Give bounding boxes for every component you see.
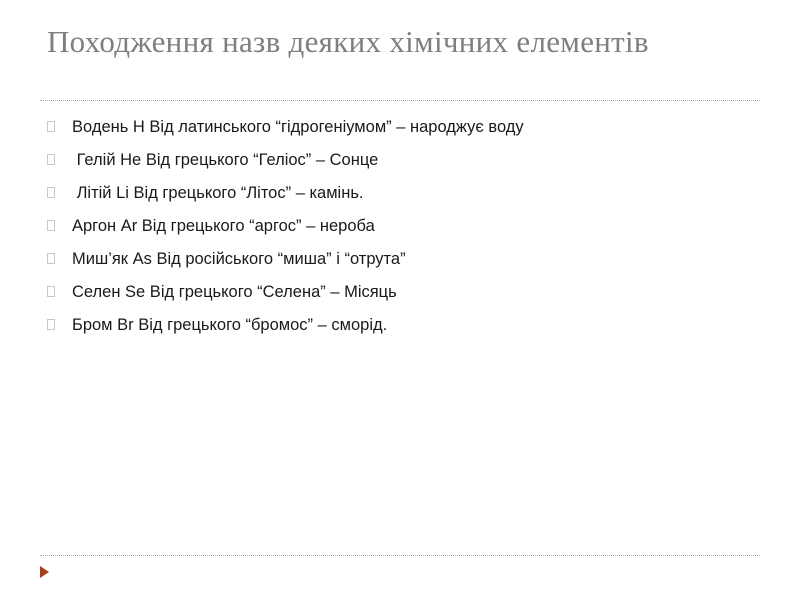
bullet-text: Бром Br Від грецького “бромос” – сморід.: [72, 316, 388, 334]
bullet-text: Гелій He Від грецького “Геліос” – Сонце: [72, 151, 379, 169]
square-bullet-icon: [47, 319, 55, 330]
list-item: [47, 211, 767, 244]
square-bullet-icon: [47, 220, 55, 231]
square-bullet-icon: [47, 286, 55, 297]
list-item: [47, 145, 767, 178]
square-bullet-icon: [47, 154, 55, 165]
bullet-text: Водень H Від латинського “гідрогеніумом” – народжує воду: [72, 118, 524, 136]
list-item: [47, 178, 767, 211]
slide-title: Походження назв деяких хімічних елементів: [47, 24, 649, 59]
list-item: [47, 244, 767, 277]
bullet-text: Літій Li Від грецького “Літос” – камінь.: [72, 184, 364, 202]
list-item: [47, 277, 767, 310]
square-bullet-icon: [47, 187, 55, 198]
triangle-right-icon[interactable]: [40, 566, 49, 578]
top-divider: [40, 100, 760, 101]
square-bullet-icon: [47, 253, 55, 264]
bullet-list: [47, 112, 767, 343]
square-bullet-icon: [47, 121, 55, 132]
bullet-text: Аргон Ar Від грецького “аргос” – нероба: [72, 217, 375, 235]
list-item: [47, 112, 767, 145]
bullet-text: Селен Se Від грецького “Селена” – Місяць: [72, 283, 397, 301]
bottom-divider: [40, 555, 760, 556]
list-item: [47, 310, 767, 343]
bullet-text: Миш’як As Від російського “миша” і “отрута”: [72, 250, 406, 268]
